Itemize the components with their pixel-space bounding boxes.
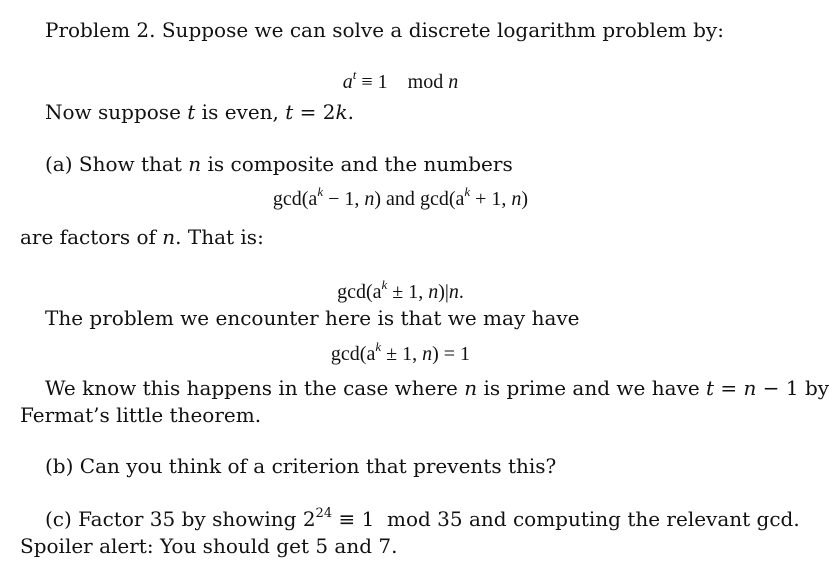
equation-main	[0, 67, 801, 94]
part-a-intro: (a) Show that n is composite and the numbers	[45, 152, 513, 176]
gcd-one: $\gcd(a^k \pm 1$, n) = 1	[330, 339, 471, 365]
part-b: (b) Can you think of a criterion that prevents this?	[45, 454, 557, 478]
eq-n: n	[448, 71, 459, 93]
gcd-divides: $\gcd(a^k \pm 1$, n)|n.	[337, 277, 464, 303]
eq-exp: t	[352, 67, 357, 82]
spoiler-line: Spoiler alert: You should get 5 and 7.	[20, 534, 398, 558]
eq-base: a	[342, 71, 353, 93]
factors-line: are factors of n. That is:	[20, 225, 264, 249]
gcd-pair: $\gcd(a^k - 1$, n) and $\gcd(a^k + 1$, n)	[272, 184, 529, 210]
eq-rel: ≡ 1	[361, 71, 388, 93]
problem-heading: Problem 2. Suppose we can solve a discrete logarithm problem by:	[45, 18, 724, 42]
part-c: (c) Factor 35 by showing $2^{24} \equiv 1$ mod 35 and computing the relevant gcd.	[45, 506, 800, 531]
fermat-line: Fermat’s little theorem.	[20, 403, 262, 427]
eq-mod: mod	[407, 71, 444, 93]
problem-line: The problem we encounter here is that we may have	[45, 306, 580, 330]
we-know-line: We know this happens in the case where n is prime and we have t = n − 1 by	[45, 376, 829, 400]
now-suppose: Now suppose t is even, t = 2k.	[45, 100, 354, 124]
